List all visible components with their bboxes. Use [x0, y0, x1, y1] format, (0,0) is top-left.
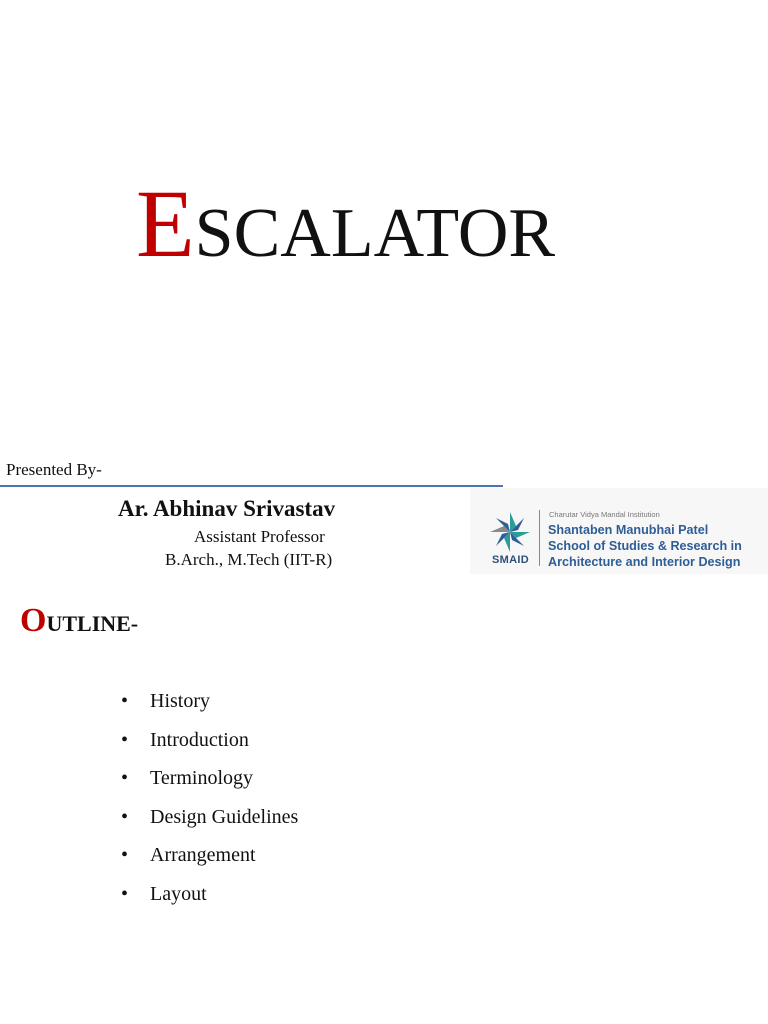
outline-heading: [20, 604, 138, 638]
outline-item-text: Introduction: [150, 728, 249, 751]
outline-heading-rest: UTLINE-: [46, 611, 139, 636]
presenter-role: Assistant Professor: [194, 527, 325, 546]
bullet-icon: •: [121, 844, 129, 866]
logo-name-line: Shantaben Manubhai Patel: [548, 523, 709, 537]
logo-caption: Charutar Vidya Mandal Institution: [549, 510, 660, 519]
section-divider: [0, 485, 503, 487]
bullet-icon: •: [121, 882, 129, 905]
presenter-degrees: B.Arch., M.Tech (IIT-R): [165, 550, 333, 569]
presented-by-label: Presented By-: [6, 460, 102, 479]
logo-acronym: SMAID: [492, 554, 529, 566]
outline-item-text: Terminology: [150, 767, 254, 789]
outline-item-text: History: [150, 690, 210, 712]
outline-heading-initial: O: [20, 602, 47, 639]
outline-item-text: Arrangement: [150, 844, 256, 866]
title-rest: SCALATOR: [194, 195, 556, 272]
logo-divider: [539, 510, 540, 566]
outline-item-text: Design Guidelines: [150, 805, 299, 828]
star-logo-icon: [488, 510, 532, 554]
title-initial: E: [136, 170, 195, 277]
presenter-name: Ar. Abhinav Srivastav: [118, 496, 336, 521]
bullet-icon: •: [121, 728, 129, 751]
logo-name-line: School of Studies & Research in: [548, 539, 742, 553]
outline-item-text: Layout: [150, 882, 207, 905]
bullet-icon: •: [121, 690, 129, 712]
institution-logo: [470, 488, 768, 574]
logo-name-line: Architecture and Interior Design: [548, 555, 741, 569]
slide-title: [136, 170, 556, 277]
bullet-icon: •: [121, 767, 129, 789]
bullet-icon: •: [121, 805, 129, 828]
